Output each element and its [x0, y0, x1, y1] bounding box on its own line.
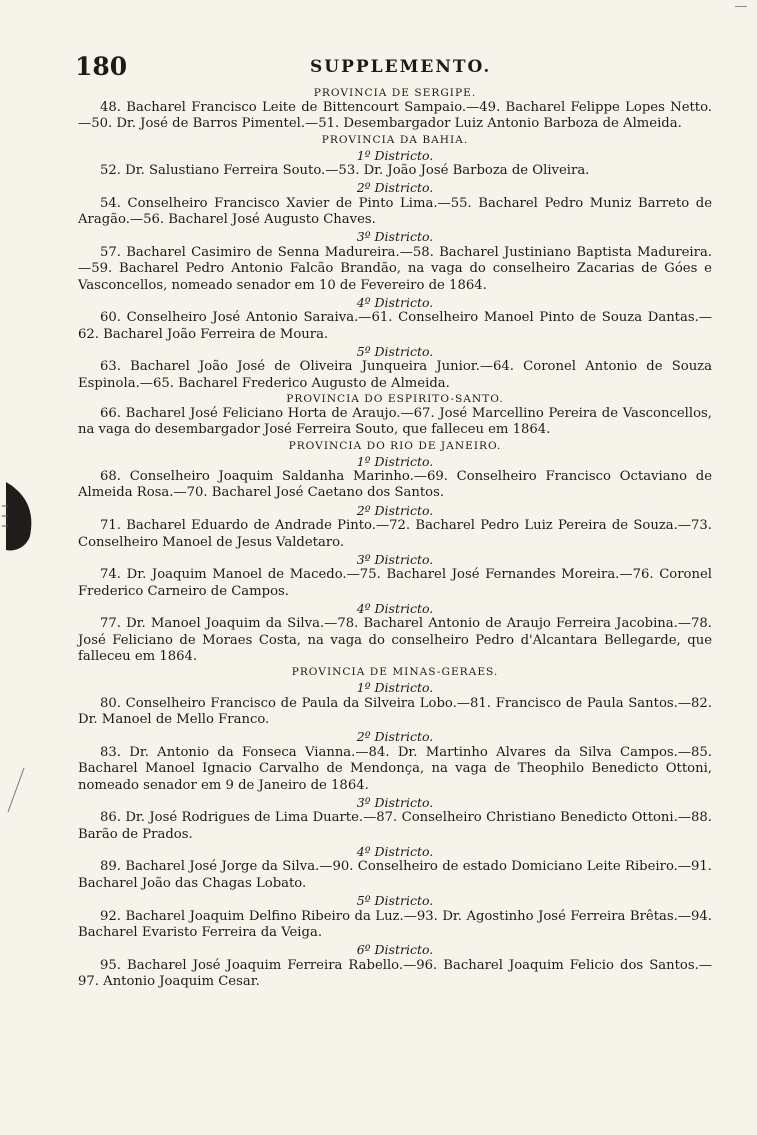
province-heading: PROVINCIA DA BAHIA. [321, 133, 469, 146]
district-heading: 2º Districto. [356, 502, 434, 518]
deputy-list-paragraph: 83. Dr. Antonio da Fonseca Vianna.—84. Dr. Martinho Alvares da Silva Campos.—85. Bacharel Manoel Ignacio Carvalho de Mendonça, na vaga de Theophilo Benedicto Ottoni, nomeado senador em 9 de Janeiro de 1864. [78, 744, 712, 793]
deputy-list-paragraph: 52. Dr. Salustiano Ferreira Souto.—53. Dr. João José Barboza de Oliveira. [100, 163, 590, 179]
province-heading: PROVINCIA DO ESPIRITO-SANTO. [286, 393, 504, 406]
deputy-list-paragraph: 92. Bacharel Joaquim Delfino Ribeiro da Luz.—93. Dr. Agostinho José Ferreira Brêtas.—94. Bacharel Evaristo Ferreira da Veiga. [78, 908, 712, 940]
district-heading: 5º Districto. [356, 893, 434, 908]
district-heading: 4º Districto. [356, 294, 434, 310]
deputy-list-paragraph: 71. Bacharel Eduardo de Andrade Pinto.—72. Bacharel Pedro Luiz Pereira de Souza.—73. Conselheiro Manoel de Jesus Valdetaro. [78, 518, 712, 550]
district-heading: 6º Districto. [356, 942, 434, 958]
deputy-list-paragraph: 63. Bacharel João José de Oliveira Junqueira Junior.—64. Coronel Antonio de Souza Espinola.—65. Bacharel Frederico Augusto de Almeida. [78, 359, 712, 391]
district-heading: 4º Districto. [356, 843, 434, 859]
deputy-list-paragraph: 86. Dr. José Rodrigues de Lima Duarte.—87. Conselheiro Christiano Benedicto Ottoni.—88. Barão de Prados. [78, 810, 712, 842]
deputy-list-paragraph: 60. Conselheiro José Antonio Saraiva.—61. Conselheiro Manoel Pinto de Souza Dantas.—62. Bacharel João Ferreira de Moura. [78, 310, 712, 342]
district-heading: 2º Districto. [356, 180, 434, 196]
district-heading: 3º Districto. [356, 794, 434, 810]
deputy-list-paragraph: 74. Dr. Joaquim Manoel de Macedo.—75. Bacharel José Fernandes Moreira.—76. Coronel Frederico Carneiro de Campos. [78, 567, 712, 599]
district-heading: 3º Districto. [356, 551, 434, 567]
deputy-list-paragraph: 80. Conselheiro Francisco de Paula da Silveira Lobo.—81. Francisco de Paula Santos.—82. Dr. Manoel de Mello Franco. [78, 695, 712, 728]
deputy-list-paragraph: 68. Conselheiro Joaquim Saldanha Marinho.—69. Conselheiro Francisco Octaviano de Almeida Rosa.—70. Bacharel José Caetano dos Santos. [78, 469, 712, 501]
district-heading: 3º Districto. [356, 229, 434, 245]
text-column [78, 86, 712, 990]
district-heading: 1º Districto. [356, 680, 434, 696]
margin-pencil-mark [2, 760, 32, 820]
deputy-list-paragraph: 77. Dr. Manoel Joaquim da Silva.—78. Bacharel Antonio de Araujo Ferreira Jacobina.—78. José Feliciano de Moraes Costa, na vaga do conselheiro Pedro d'Alcantara Bellegarde, que falleceu em 1864. [78, 616, 712, 665]
district-heading: 1º Districto. [356, 453, 434, 469]
district-heading: 5º Districto. [356, 343, 434, 359]
province-heading: PROVINCIA DO RIO DE JANEIRO. [288, 439, 502, 452]
running-head: SUPPLEMENTO. [310, 57, 492, 77]
deputy-list-paragraph: 57. Bacharel Casimiro de Senna Madureira.—58. Bacharel Justiniano Baptista Madureira.—59. Bacharel Pedro Antonio Falcão Brandão, na vaga do conselheiro Zacarias de Góes e Vasconcellos, nomeado senador em 10 de Fevereiro de 1864. [78, 244, 712, 293]
province-heading: PROVINCIA DE SERGIPE. [313, 87, 477, 99]
district-heading: 2º Districto. [356, 729, 434, 745]
deputy-list-paragraph: 48. Bacharel Francisco Leite de Bittencourt Sampaio.—49. Bacharel Felippe Lopes Netto.—50. Dr. José de Barros Pimentel.—51. Desembargador Luiz Antonio Barboza de Almeida. [78, 100, 712, 132]
deputy-list-paragraph: 66. Bacharel José Feliciano Horta de Araujo.—67. José Marcellino Pereira de Vasconcellos, na vaga do desembargador José Ferreira Souto, que falleceu em 1864. [78, 406, 712, 438]
deputy-list-paragraph: 89. Bacharel José Jorge da Silva.—90. Conselheiro de estado Domiciano Leite Ribeiro.—91. Bacharel João das Chagas Lobato. [78, 859, 712, 891]
deputy-list-paragraph: 95. Bacharel José Joaquim Ferreira Rabello.—96. Bacharel Joaquim Felicio dos Santos.—97. Antonio Joaquim Cesar. [78, 957, 712, 989]
deputy-list-paragraph: 54. Conselheiro Francisco Xavier de Pinto Lima.—55. Bacharel Pedro Muniz Barreto de Aragão.—56. Bacharel José Augusto Chaves. [78, 195, 712, 228]
province-heading: PROVINCIA DE MINAS-GERAES. [291, 666, 499, 679]
page-number: 180 [75, 52, 128, 81]
binding-shadow-mark [0, 476, 40, 556]
corner-mark [735, 6, 747, 10]
district-heading: 1º Districto. [356, 147, 434, 163]
district-heading: 4º Districto. [356, 600, 434, 616]
